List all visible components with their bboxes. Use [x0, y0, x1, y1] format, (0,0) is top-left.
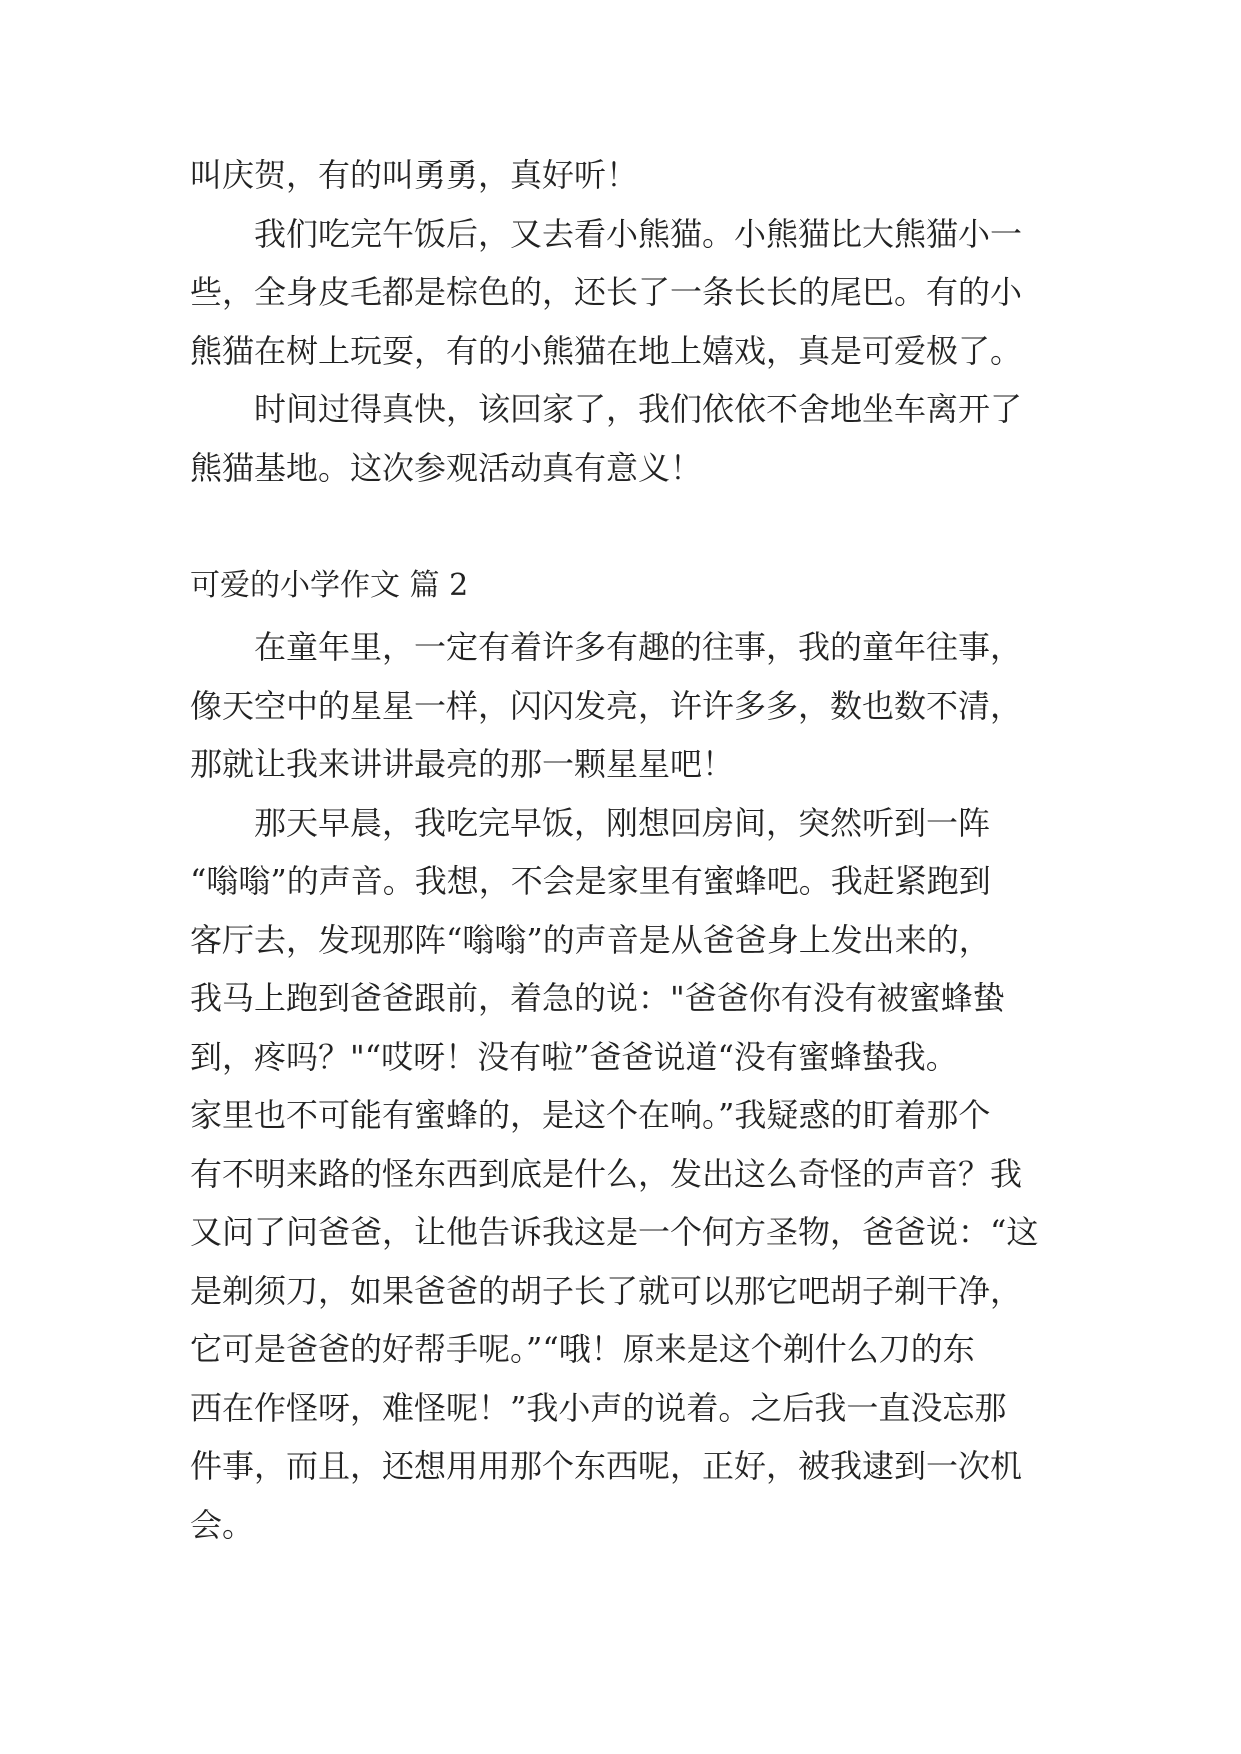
paragraph-line: 那天早晨，我吃完早饭，刚想回房间，突然听到一阵 [254, 804, 991, 842]
paragraph-line: 西在作怪呀，难怪呢！”我小声的说着。之后我一直没忘那 [190, 1389, 1007, 1427]
paragraph-line: 有不明来路的怪东西到底是什么，发出这么奇怪的声音？我 [190, 1155, 1023, 1193]
paragraph-line: 客厅去，发现那阵“嗡嗡”的声音是从爸爸身上发出来的， [190, 921, 991, 959]
paragraph-line: 时间过得真快，该回家了，我们依依不舍地坐车离开了 [254, 390, 1023, 428]
paragraph-line: 到，疼吗？"“哎呀！没有啦”爸爸说道“没有蜜蜂蛰我。 [190, 1038, 958, 1076]
paragraph-line: 又问了问爸爸，让他告诉我这是一个何方圣物，爸爸说：“这 [190, 1213, 1039, 1251]
paragraph-line: 家里也不可能有蜜蜂的，是这个在响。”我疑惑的盯着那个 [190, 1096, 991, 1134]
paragraph-line: “嗡嗡”的声音。我想，不会是家里有蜜蜂吧。我赶紧跑到 [190, 862, 991, 900]
paragraph-line: 熊猫在树上玩耍，有的小熊猫在地上嬉戏，真是可爱极了。 [190, 332, 1023, 370]
paragraph-line: 它可是爸爸的好帮手呢。”“哦！原来是这个剃什么刀的东 [190, 1330, 975, 1368]
paragraph-line: 熊猫基地。这次参观活动真有意义！ [190, 449, 703, 487]
section-heading: 可爱的小学作文 篇 2 [190, 568, 469, 603]
paragraph-line: 些，全身皮毛都是棕色的，还长了一条长长的尾巴。有的小 [190, 273, 1023, 311]
paragraph-line: 像天空中的星星一样，闪闪发亮，许许多多，数也数不清， [190, 687, 1023, 725]
paragraph-line: 在童年里，一定有着许多有趣的往事，我的童年往事， [254, 628, 1023, 666]
paragraph-line: 我们吃完午饭后，又去看小熊猫。小熊猫比大熊猫小一 [254, 215, 1023, 253]
paragraph-line: 是剃须刀，如果爸爸的胡子长了就可以那它吧胡子剃干净， [190, 1272, 1023, 1310]
paragraph-line: 我马上跑到爸爸跟前，着急的说："爸爸你有没有被蜜蜂蛰 [190, 979, 1005, 1017]
paragraph-line: 叫庆贺，有的叫勇勇，真好听！ [190, 156, 639, 194]
paragraph-line: 会。 [190, 1506, 255, 1544]
paragraph-line: 件事，而且，还想用用那个东西呢，正好，被我逮到一次机 [190, 1447, 1023, 1485]
paragraph-line: 那就让我来讲讲最亮的那一颗星星吧！ [190, 745, 735, 783]
